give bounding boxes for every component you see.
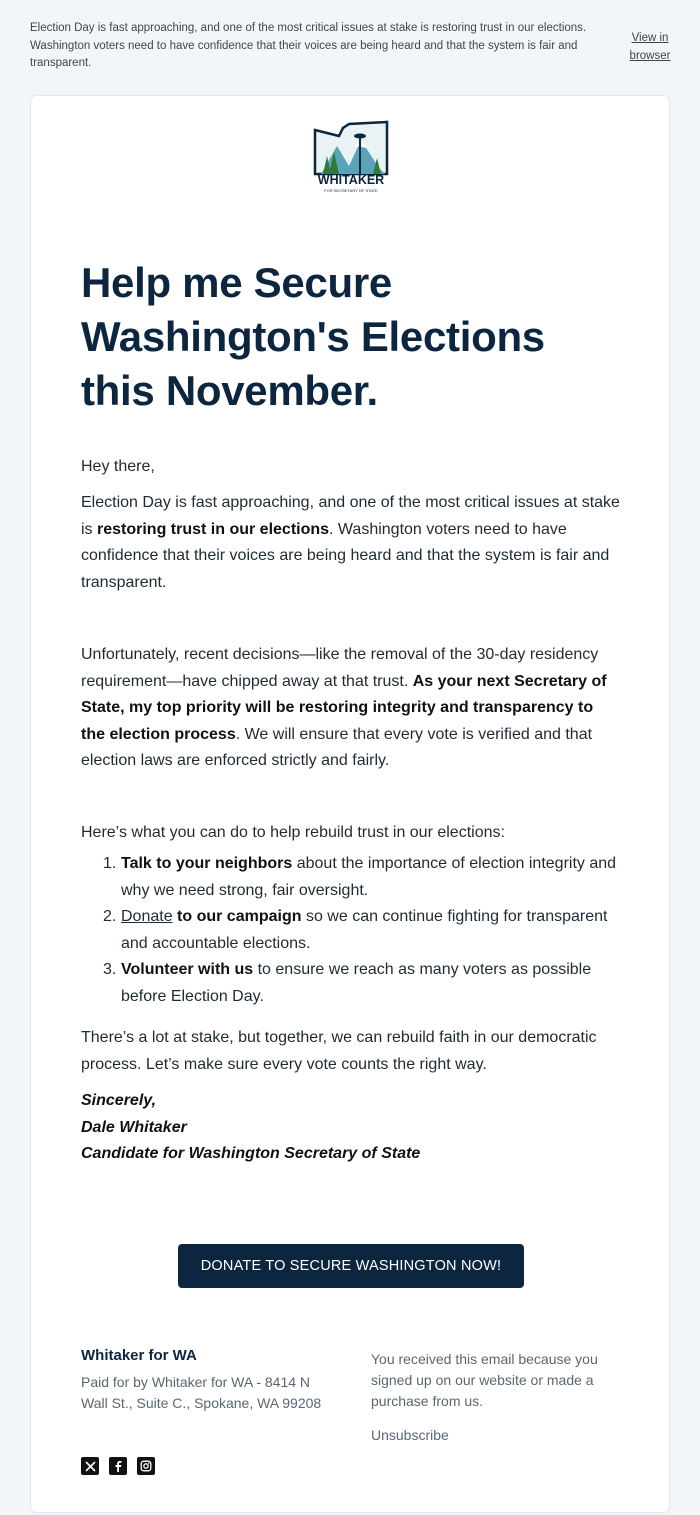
unsubscribe-link[interactable]: Unsubscribe <box>371 1427 449 1443</box>
footer-org-name: Whitaker for WA <box>81 1347 197 1364</box>
action-list <box>81 851 626 1010</box>
closing-paragraph: There’s a lot at stake, but together, we can rebuild faith in our democratic process. Let’s make sure every vote counts the right way. <box>81 1029 597 1073</box>
preheader-text: Election Day is fast approaching, and one of the most critical issues at stake is restoring trust in our elections. Washington voters need to have confidence that their voices are being heard and that the system is fair and transparent. <box>30 22 587 69</box>
paragraph-intro: Election Day is fast approaching, and one of the most critical issues at stake is restoring trust in our elections. Washington voters need to have confidence that their voices are being heard and that the system is fair and transparent. <box>81 494 620 591</box>
logo-subtitle: FOR SECRETARY OF STATE <box>324 188 378 193</box>
signature: Sincerely, Dale Whitaker Candidate for Washington Secretary of State <box>81 1092 421 1162</box>
paid-for-disclaimer: Paid for by Whitaker for WA - 8414 N Wall St., Suite C., Spokane, WA 99208 <box>81 1374 322 1411</box>
donate-button[interactable]: DONATE TO SECURE WASHINGTON NOW! <box>178 1244 524 1288</box>
list-intro: Here’s what you can do to help rebuild trust in our elections: <box>81 824 505 841</box>
view-in-browser-link[interactable]: View in browser <box>629 32 671 62</box>
logo-wordmark: WHITAKER <box>317 173 385 187</box>
list-item: 2. Donate to our campaign so we can continue fighting for transparent and accountable elections. <box>103 908 608 952</box>
headline: Help me Secure Washington's Elections this November. <box>81 259 545 414</box>
washington-map-icon <box>309 116 393 198</box>
list-item: 3. Volunteer with us to ensure we reach as many voters as possible before Election Day. <box>103 961 592 1005</box>
donate-link[interactable]: Donate <box>121 908 173 925</box>
paragraph-priority: Unfortunately, recent decisions—like the removal of the 30-day residency requirement—have chipped away at that trust. As your next Secretary of State, my top priority will be restoring integrity and transparency to the election process. We will ensure that every vote is verified and that election laws are enforced strictly and fairly. <box>81 646 607 769</box>
subscription-note: You received this email because you signed up on our website or made a purchase from us. <box>371 1351 598 1409</box>
greeting: Hey there, <box>81 458 155 475</box>
facebook-icon[interactable] <box>109 1457 127 1475</box>
instagram-icon[interactable] <box>137 1457 155 1475</box>
social-links <box>81 1457 155 1475</box>
campaign-logo <box>309 116 393 198</box>
email-card <box>30 95 670 1513</box>
x-icon[interactable] <box>81 1457 99 1475</box>
list-item: 1. Talk to your neighbors about the importance of election integrity and why we need strong, fair oversight. <box>103 855 617 899</box>
